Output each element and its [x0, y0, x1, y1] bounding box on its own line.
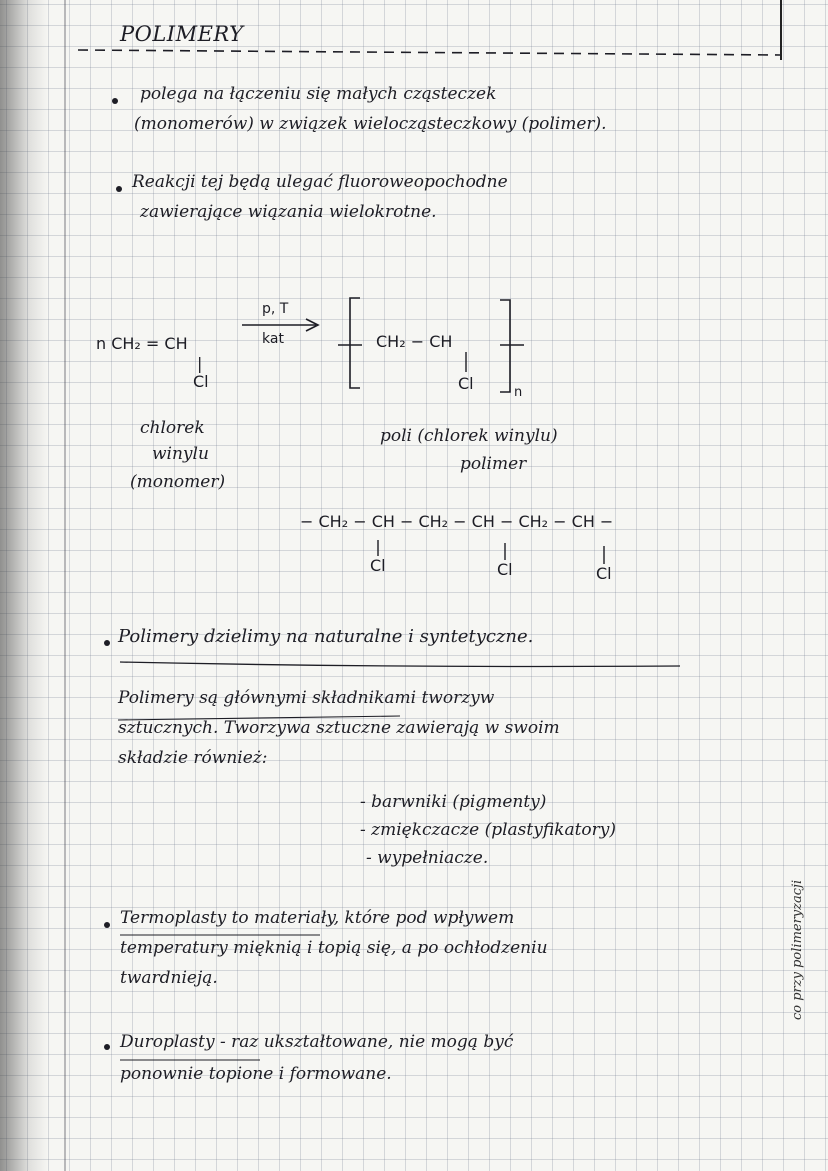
polymer-label-1: poli (chlorek winylu) — [380, 426, 558, 446]
types-item-2: - zmiękczacze (plastyfikatory) — [360, 820, 617, 840]
monomer-label-3: (monomer) — [130, 472, 226, 492]
monomer-label-2: winylu — [152, 444, 209, 464]
chain-sub-3: Cl — [596, 564, 612, 583]
bracket-left — [350, 298, 360, 388]
intro-line-4: zawierające wiązania wielokrotne. — [140, 202, 437, 222]
product-sub: Cl — [458, 374, 474, 393]
duro-line-2: ponownie topione i formowane. — [120, 1064, 392, 1084]
polymer-label-2: polimer — [460, 454, 527, 474]
types-line-2: Polimery są głównymi składnikami tworzyw — [118, 688, 495, 708]
bullet — [116, 186, 122, 192]
thermo-line-3: twardnieją. — [120, 968, 218, 988]
polymer-chain: − CH₂ − CH − CH₂ − CH − CH₂ − CH − — [300, 512, 614, 531]
bullet — [104, 1044, 110, 1050]
bracket-right — [500, 300, 510, 392]
bullet — [112, 98, 118, 104]
monomer-label-1: chlorek — [140, 418, 205, 438]
reactant-sub: Cl — [193, 372, 209, 391]
chain-sub-1: Cl — [370, 556, 386, 575]
product-formula: CH₂ − CH — [376, 332, 453, 351]
duro-line-1: Duroplasty - raz ukształtowane, nie mogą być — [120, 1032, 514, 1052]
intro-line-1: polega na łączeniu się małych cząsteczek — [140, 84, 497, 104]
chain-sub-2: Cl — [497, 560, 513, 579]
reactant-formula: n CH₂ = CH — [96, 334, 188, 353]
arrow-condition-bottom: kat — [262, 331, 284, 347]
intro-line-3: Reakcji tej będą ulegać fluoroweopochodne — [132, 172, 508, 192]
types-item-3: - wypełniacze. — [366, 848, 489, 868]
page-title: POLIMERY — [120, 22, 244, 46]
bullet — [104, 640, 110, 646]
types-line-3: sztucznych. Tworzywa sztuczne zawierają w swoim — [118, 718, 560, 738]
types-underline — [120, 662, 680, 667]
types-item-1: - barwniki (pigmenty) — [360, 792, 547, 812]
types-line-1: Polimery dzielimy na naturalne i syntetyczne. — [118, 626, 534, 647]
reactant-sub-bond: | — [197, 354, 203, 373]
thermo-line-1: Termoplasty to materiały, które pod wpływem — [120, 908, 515, 928]
types-line-4: składzie również: — [118, 748, 268, 768]
title-dashed-line — [78, 50, 780, 55]
arrow-condition-top: p, T — [262, 301, 289, 317]
bullet — [104, 922, 110, 928]
intro-line-2: (monomerów) w związek wielocząsteczkowy (polimer). — [134, 114, 607, 134]
product-n: n — [514, 385, 523, 400]
thermo-line-2: temperatury mięknią i topią się, a po ochłodzeniu — [120, 938, 548, 958]
side-note: co przy polimeryzacji — [790, 879, 805, 1020]
